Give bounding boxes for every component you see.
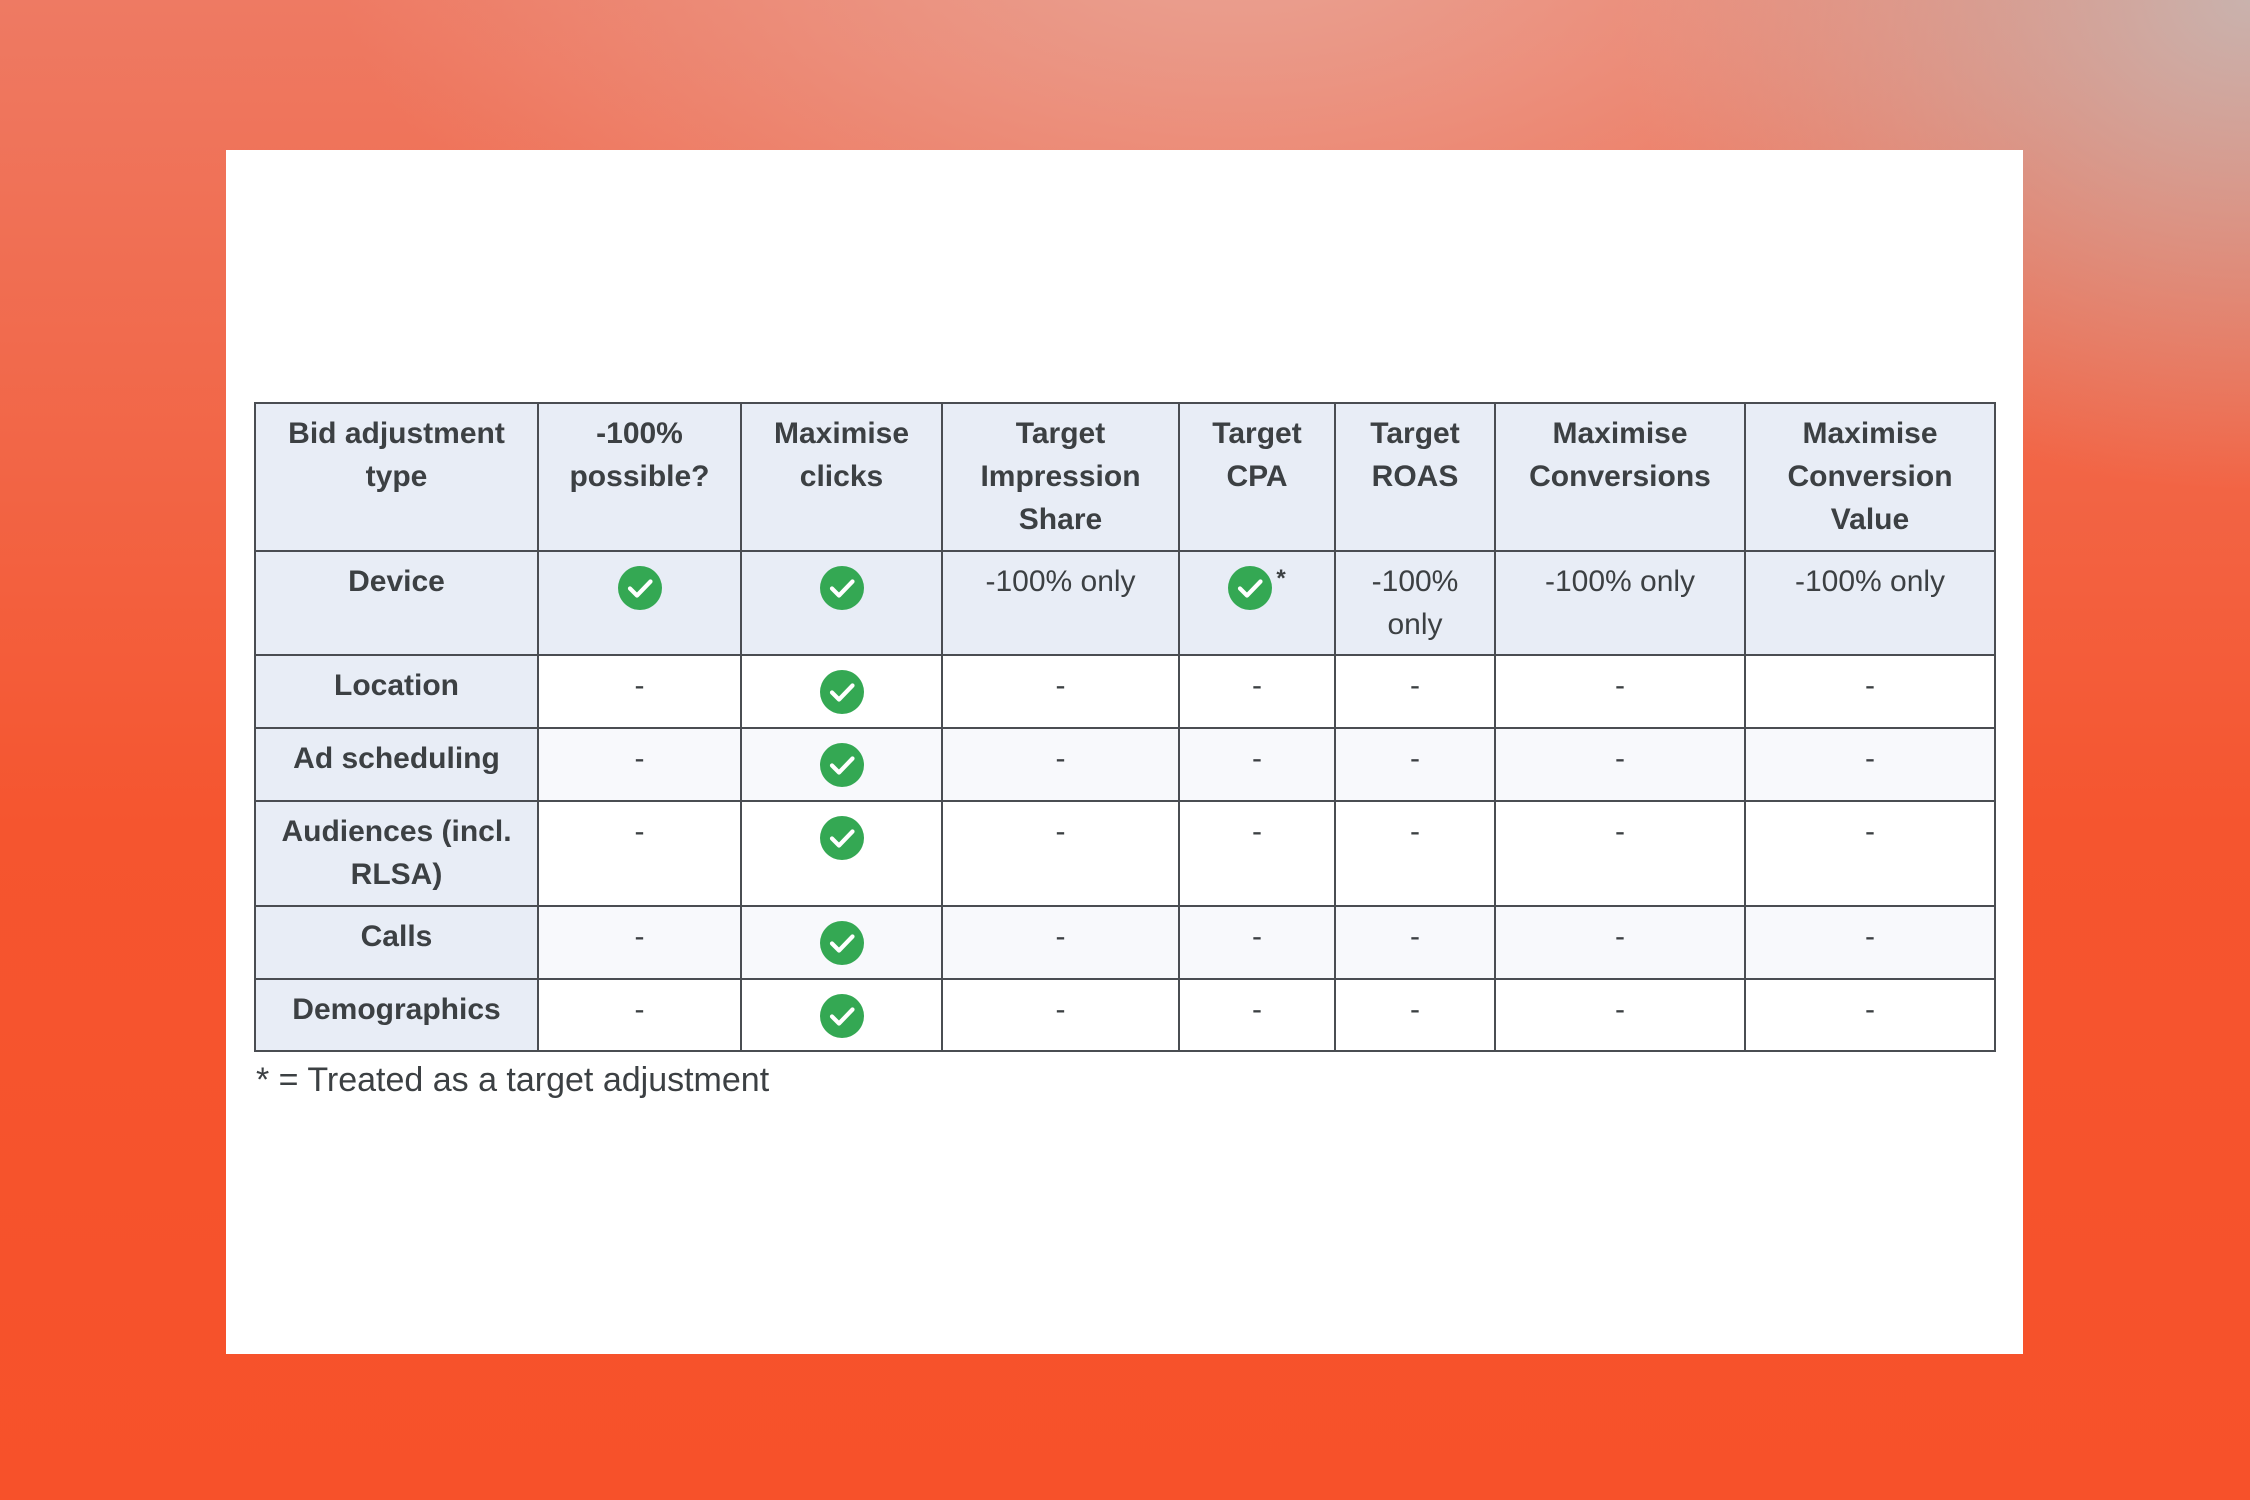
table-cell: - (1745, 979, 1995, 1051)
table-cell: - (538, 655, 741, 728)
table-cell: - (538, 728, 741, 801)
table-cell: - (1495, 655, 1745, 728)
table-row (255, 906, 1995, 979)
table-cell: - (1335, 979, 1495, 1051)
check-circle-icon (820, 566, 864, 610)
header-target-cpa: Target CPA (1179, 403, 1335, 551)
table-cell: -100% only (1495, 551, 1745, 655)
bid-adjustment-table (254, 402, 1996, 1052)
table-cell: - (1495, 801, 1745, 906)
table-cell: - (1335, 728, 1495, 801)
table-cell: - (538, 979, 741, 1051)
table-cell: - (1745, 728, 1995, 801)
table-cell: - (942, 979, 1179, 1051)
asterisk-mark: * (1276, 565, 1286, 592)
table-cell: - (1745, 801, 1995, 906)
table-cell: - (1745, 655, 1995, 728)
row-label: Ad scheduling (255, 728, 538, 801)
check-circle-icon (1228, 566, 1272, 610)
table-cell: - (1745, 906, 1995, 979)
table-cell: - (942, 655, 1179, 728)
check-circle-icon (820, 670, 864, 714)
header-maximise-conversion-value: Maximise Conversion Value (1745, 403, 1995, 551)
table-cell: -100% only (1745, 551, 1995, 655)
table-cell (741, 655, 942, 728)
check-circle-icon (820, 743, 864, 787)
check-circle-icon (820, 921, 864, 965)
table-row (255, 979, 1995, 1051)
table-cell: - (942, 801, 1179, 906)
table-cell: -100% only (942, 551, 1179, 655)
header-target-impression-share: Target Impression Share (942, 403, 1179, 551)
content-card (226, 150, 2023, 1354)
table-row (255, 801, 1995, 906)
table-cell (538, 551, 741, 655)
table-cell: - (1495, 906, 1745, 979)
table-cell: - (1335, 801, 1495, 906)
header-target-roas: Target ROAS (1335, 403, 1495, 551)
table-cell: - (1495, 979, 1745, 1051)
table-cell: - (942, 906, 1179, 979)
table-cell (741, 801, 942, 906)
table-cell: - (1335, 906, 1495, 979)
table-cell: - (942, 728, 1179, 801)
table-cell: - (1179, 906, 1335, 979)
table-cell: - (1179, 728, 1335, 801)
header-minus-100-possible: -100% possible? (538, 403, 741, 551)
check-circle-icon (820, 994, 864, 1038)
table-cell: -100% only (1335, 551, 1495, 655)
table-cell: - (538, 906, 741, 979)
table-cell (741, 728, 942, 801)
table-cell: - (538, 801, 741, 906)
header-bid-adjustment-type: Bid adjustment type (255, 403, 538, 551)
table-row (255, 728, 1995, 801)
footnote: * = Treated as a target adjustment (256, 1061, 770, 1099)
table-cell: - (1179, 801, 1335, 906)
table-row (255, 551, 1995, 655)
header-maximise-clicks: Maximise clicks (741, 403, 942, 551)
row-label: Audiences (incl. RLSA) (255, 801, 538, 906)
header-maximise-conversions: Maximise Conversions (1495, 403, 1745, 551)
row-label: Calls (255, 906, 538, 979)
table-cell (1179, 551, 1335, 655)
table-row (255, 655, 1995, 728)
table-cell: - (1179, 655, 1335, 728)
table-cell (741, 906, 942, 979)
check-circle-icon (820, 816, 864, 860)
header-row (255, 403, 1995, 551)
table-cell: - (1335, 655, 1495, 728)
row-label: Location (255, 655, 538, 728)
table-cell: - (1179, 979, 1335, 1051)
table-cell (741, 551, 942, 655)
table-cell (741, 979, 942, 1051)
table-cell: - (1495, 728, 1745, 801)
check-circle-icon (618, 566, 662, 610)
row-label: Device (255, 551, 538, 655)
row-label: Demographics (255, 979, 538, 1051)
